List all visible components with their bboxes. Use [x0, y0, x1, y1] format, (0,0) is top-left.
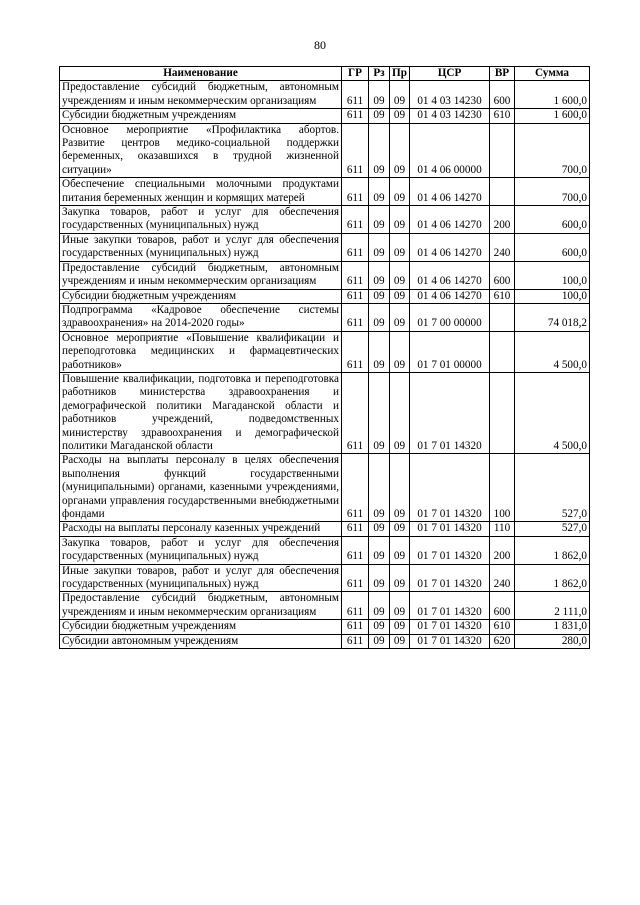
- cell-name: Иные закупки товаров, работ и услуг для обеспечения государственных (муниципальных) нужд: [60, 564, 342, 592]
- cell-gr: 611: [342, 206, 369, 234]
- table-row: [60, 178, 590, 206]
- cell-name: Субсидии бюджетным учреждениям: [60, 620, 342, 634]
- cell-rz: 09: [369, 331, 390, 372]
- cell-sum: 527,0: [515, 454, 590, 522]
- cell-gr: 611: [342, 81, 369, 109]
- table-row: [60, 233, 590, 261]
- cell-vr: [490, 178, 515, 206]
- cell-name: Основное мероприятие «Профилактика абортов. Развитие центров медико-социальной поддержки беременных, оказавшихся в трудной жизненной ситуации»: [60, 123, 342, 178]
- cell-gr: 611: [342, 620, 369, 634]
- cell-pr: 09: [390, 109, 410, 123]
- cell-rz: 09: [369, 522, 390, 536]
- cell-sum: 1 600,0: [515, 81, 590, 109]
- header-pr: Пр: [390, 67, 410, 81]
- cell-gr: 611: [342, 634, 369, 648]
- cell-rz: 09: [369, 206, 390, 234]
- cell-vr: 610: [490, 620, 515, 634]
- cell-pr: 09: [390, 233, 410, 261]
- cell-name: Предоставление субсидий бюджетным, автономным учреждениям и иным некоммерческим организациям: [60, 261, 342, 289]
- cell-csr: 01 4 06 00000: [410, 123, 490, 178]
- cell-sum: 1 862,0: [515, 564, 590, 592]
- cell-gr: 611: [342, 536, 369, 564]
- cell-pr: 09: [390, 303, 410, 331]
- table-row: [60, 620, 590, 634]
- cell-gr: 611: [342, 109, 369, 123]
- cell-sum: 74 018,2: [515, 303, 590, 331]
- cell-rz: 09: [369, 81, 390, 109]
- cell-csr: 01 4 03 14230: [410, 109, 490, 123]
- cell-sum: 100,0: [515, 289, 590, 303]
- header-vr: ВР: [490, 67, 515, 81]
- cell-sum: 1 831,0: [515, 620, 590, 634]
- cell-name: Закупка товаров, работ и услуг для обеспечения государственных (муниципальных) нужд: [60, 206, 342, 234]
- cell-sum: 527,0: [515, 522, 590, 536]
- cell-vr: [490, 331, 515, 372]
- cell-sum: 100,0: [515, 261, 590, 289]
- cell-pr: 09: [390, 620, 410, 634]
- cell-gr: 611: [342, 522, 369, 536]
- header-gr: ГР: [342, 67, 369, 81]
- cell-rz: 09: [369, 123, 390, 178]
- table-row: [60, 81, 590, 109]
- cell-gr: 611: [342, 303, 369, 331]
- cell-csr: 01 4 06 14270: [410, 289, 490, 303]
- table-row: [60, 536, 590, 564]
- table-row: [60, 372, 590, 453]
- cell-gr: 611: [342, 372, 369, 453]
- cell-vr: 240: [490, 564, 515, 592]
- cell-pr: 09: [390, 372, 410, 453]
- cell-pr: 09: [390, 289, 410, 303]
- cell-vr: [490, 372, 515, 453]
- header-rz: Рз: [369, 67, 390, 81]
- cell-vr: [490, 123, 515, 178]
- cell-name: Предоставление субсидий бюджетным, автономным учреждениям и иным некоммерческим организациям: [60, 592, 342, 620]
- table-row: [60, 109, 590, 123]
- cell-gr: 611: [342, 233, 369, 261]
- table-row: [60, 522, 590, 536]
- cell-csr: 01 7 01 14320: [410, 620, 490, 634]
- table-row: [60, 123, 590, 178]
- page-number: 80: [314, 38, 326, 52]
- cell-sum: 600,0: [515, 206, 590, 234]
- cell-csr: 01 7 01 14320: [410, 564, 490, 592]
- cell-name: Расходы на выплаты персоналу казенных учреждений: [60, 522, 342, 536]
- cell-csr: 01 7 01 14320: [410, 592, 490, 620]
- cell-csr: 01 7 01 14320: [410, 522, 490, 536]
- table-row: [60, 634, 590, 648]
- cell-name: Повышение квалификации, подготовка и переподготовка работников министерства здравоохранения и демографической политики Магаданской области и работников учреждений, подведомственных министерству здравоохранения и демографической политики Магаданской области: [60, 372, 342, 453]
- cell-pr: 09: [390, 206, 410, 234]
- cell-sum: 600,0: [515, 233, 590, 261]
- table-row: [60, 261, 590, 289]
- header-csr: ЦСР: [410, 67, 490, 81]
- cell-csr: 01 7 01 14320: [410, 372, 490, 453]
- cell-rz: 09: [369, 178, 390, 206]
- cell-sum: 2 111,0: [515, 592, 590, 620]
- table-body: [60, 81, 590, 649]
- table-header-row: [60, 67, 590, 81]
- cell-name: Обеспечение специальными молочными продуктами питания беременных женщин и кормящих матерей: [60, 178, 342, 206]
- cell-sum: 700,0: [515, 178, 590, 206]
- cell-pr: 09: [390, 178, 410, 206]
- cell-rz: 09: [369, 261, 390, 289]
- cell-csr: 01 7 01 14320: [410, 634, 490, 648]
- cell-pr: 09: [390, 564, 410, 592]
- cell-name: Субсидии бюджетным учреждениям: [60, 109, 342, 123]
- cell-sum: 280,0: [515, 634, 590, 648]
- cell-sum: 4 500,0: [515, 331, 590, 372]
- cell-gr: 611: [342, 564, 369, 592]
- cell-name: Расходы на выплаты персоналу в целях обеспечения выполнения функций государственными (муниципальными) органами, казенными учреждениями, органами управления государственными внебюджетными фондами: [60, 454, 342, 522]
- cell-pr: 09: [390, 454, 410, 522]
- cell-gr: 611: [342, 592, 369, 620]
- cell-gr: 611: [342, 123, 369, 178]
- cell-rz: 09: [369, 454, 390, 522]
- cell-rz: 09: [369, 109, 390, 123]
- budget-table: [59, 66, 590, 649]
- cell-rz: 09: [369, 592, 390, 620]
- cell-rz: 09: [369, 564, 390, 592]
- cell-pr: 09: [390, 536, 410, 564]
- cell-vr: 200: [490, 536, 515, 564]
- cell-name: Предоставление субсидий бюджетным, автономным учреждениям и иным некоммерческим организациям: [60, 81, 342, 109]
- cell-pr: 09: [390, 331, 410, 372]
- cell-pr: 09: [390, 592, 410, 620]
- cell-csr: 01 4 06 14270: [410, 178, 490, 206]
- cell-name: Основное мероприятие «Повышение квалификации и переподготовка медицинских и фармацевтических работников»: [60, 331, 342, 372]
- cell-csr: 01 4 03 14230: [410, 81, 490, 109]
- cell-name: Субсидии автономным учреждениям: [60, 634, 342, 648]
- table-row: [60, 592, 590, 620]
- cell-pr: 09: [390, 261, 410, 289]
- cell-pr: 09: [390, 81, 410, 109]
- cell-vr: 620: [490, 634, 515, 648]
- table-row: [60, 331, 590, 372]
- cell-sum: 1 862,0: [515, 536, 590, 564]
- cell-vr: 240: [490, 233, 515, 261]
- cell-csr: 01 7 00 00000: [410, 303, 490, 331]
- cell-rz: 09: [369, 289, 390, 303]
- cell-sum: 4 500,0: [515, 372, 590, 453]
- cell-rz: 09: [369, 536, 390, 564]
- cell-vr: 610: [490, 289, 515, 303]
- cell-gr: 611: [342, 289, 369, 303]
- cell-rz: 09: [369, 303, 390, 331]
- cell-gr: 611: [342, 178, 369, 206]
- cell-sum: 700,0: [515, 123, 590, 178]
- cell-vr: 610: [490, 109, 515, 123]
- cell-gr: 611: [342, 261, 369, 289]
- table-row: [60, 289, 590, 303]
- cell-name: Иные закупки товаров, работ и услуг для обеспечения государственных (муниципальных) нужд: [60, 233, 342, 261]
- header-sum: Сумма: [515, 67, 590, 81]
- cell-name: Субсидии бюджетным учреждениям: [60, 289, 342, 303]
- table-row: [60, 303, 590, 331]
- cell-name: Подпрограмма «Кадровое обеспечение системы здравоохранения» на 2014-2020 годы»: [60, 303, 342, 331]
- cell-gr: 611: [342, 331, 369, 372]
- cell-vr: 200: [490, 206, 515, 234]
- cell-vr: 600: [490, 81, 515, 109]
- cell-csr: 01 7 01 14320: [410, 454, 490, 522]
- cell-csr: 01 4 06 14270: [410, 206, 490, 234]
- cell-vr: 600: [490, 592, 515, 620]
- cell-csr: 01 7 01 00000: [410, 331, 490, 372]
- cell-rz: 09: [369, 634, 390, 648]
- table-row: [60, 564, 590, 592]
- cell-csr: 01 7 01 14320: [410, 536, 490, 564]
- cell-pr: 09: [390, 634, 410, 648]
- cell-gr: 611: [342, 454, 369, 522]
- cell-name: Закупка товаров, работ и услуг для обеспечения государственных (муниципальных) нужд: [60, 536, 342, 564]
- header-name: Наименование: [60, 67, 342, 81]
- table-row: [60, 454, 590, 522]
- table-row: [60, 206, 590, 234]
- cell-pr: 09: [390, 123, 410, 178]
- cell-vr: 600: [490, 261, 515, 289]
- cell-vr: 100: [490, 454, 515, 522]
- cell-csr: 01 4 06 14270: [410, 233, 490, 261]
- cell-rz: 09: [369, 233, 390, 261]
- cell-sum: 1 600,0: [515, 109, 590, 123]
- cell-rz: 09: [369, 372, 390, 453]
- cell-pr: 09: [390, 522, 410, 536]
- cell-rz: 09: [369, 620, 390, 634]
- cell-csr: 01 4 06 14270: [410, 261, 490, 289]
- cell-vr: 110: [490, 522, 515, 536]
- cell-vr: [490, 303, 515, 331]
